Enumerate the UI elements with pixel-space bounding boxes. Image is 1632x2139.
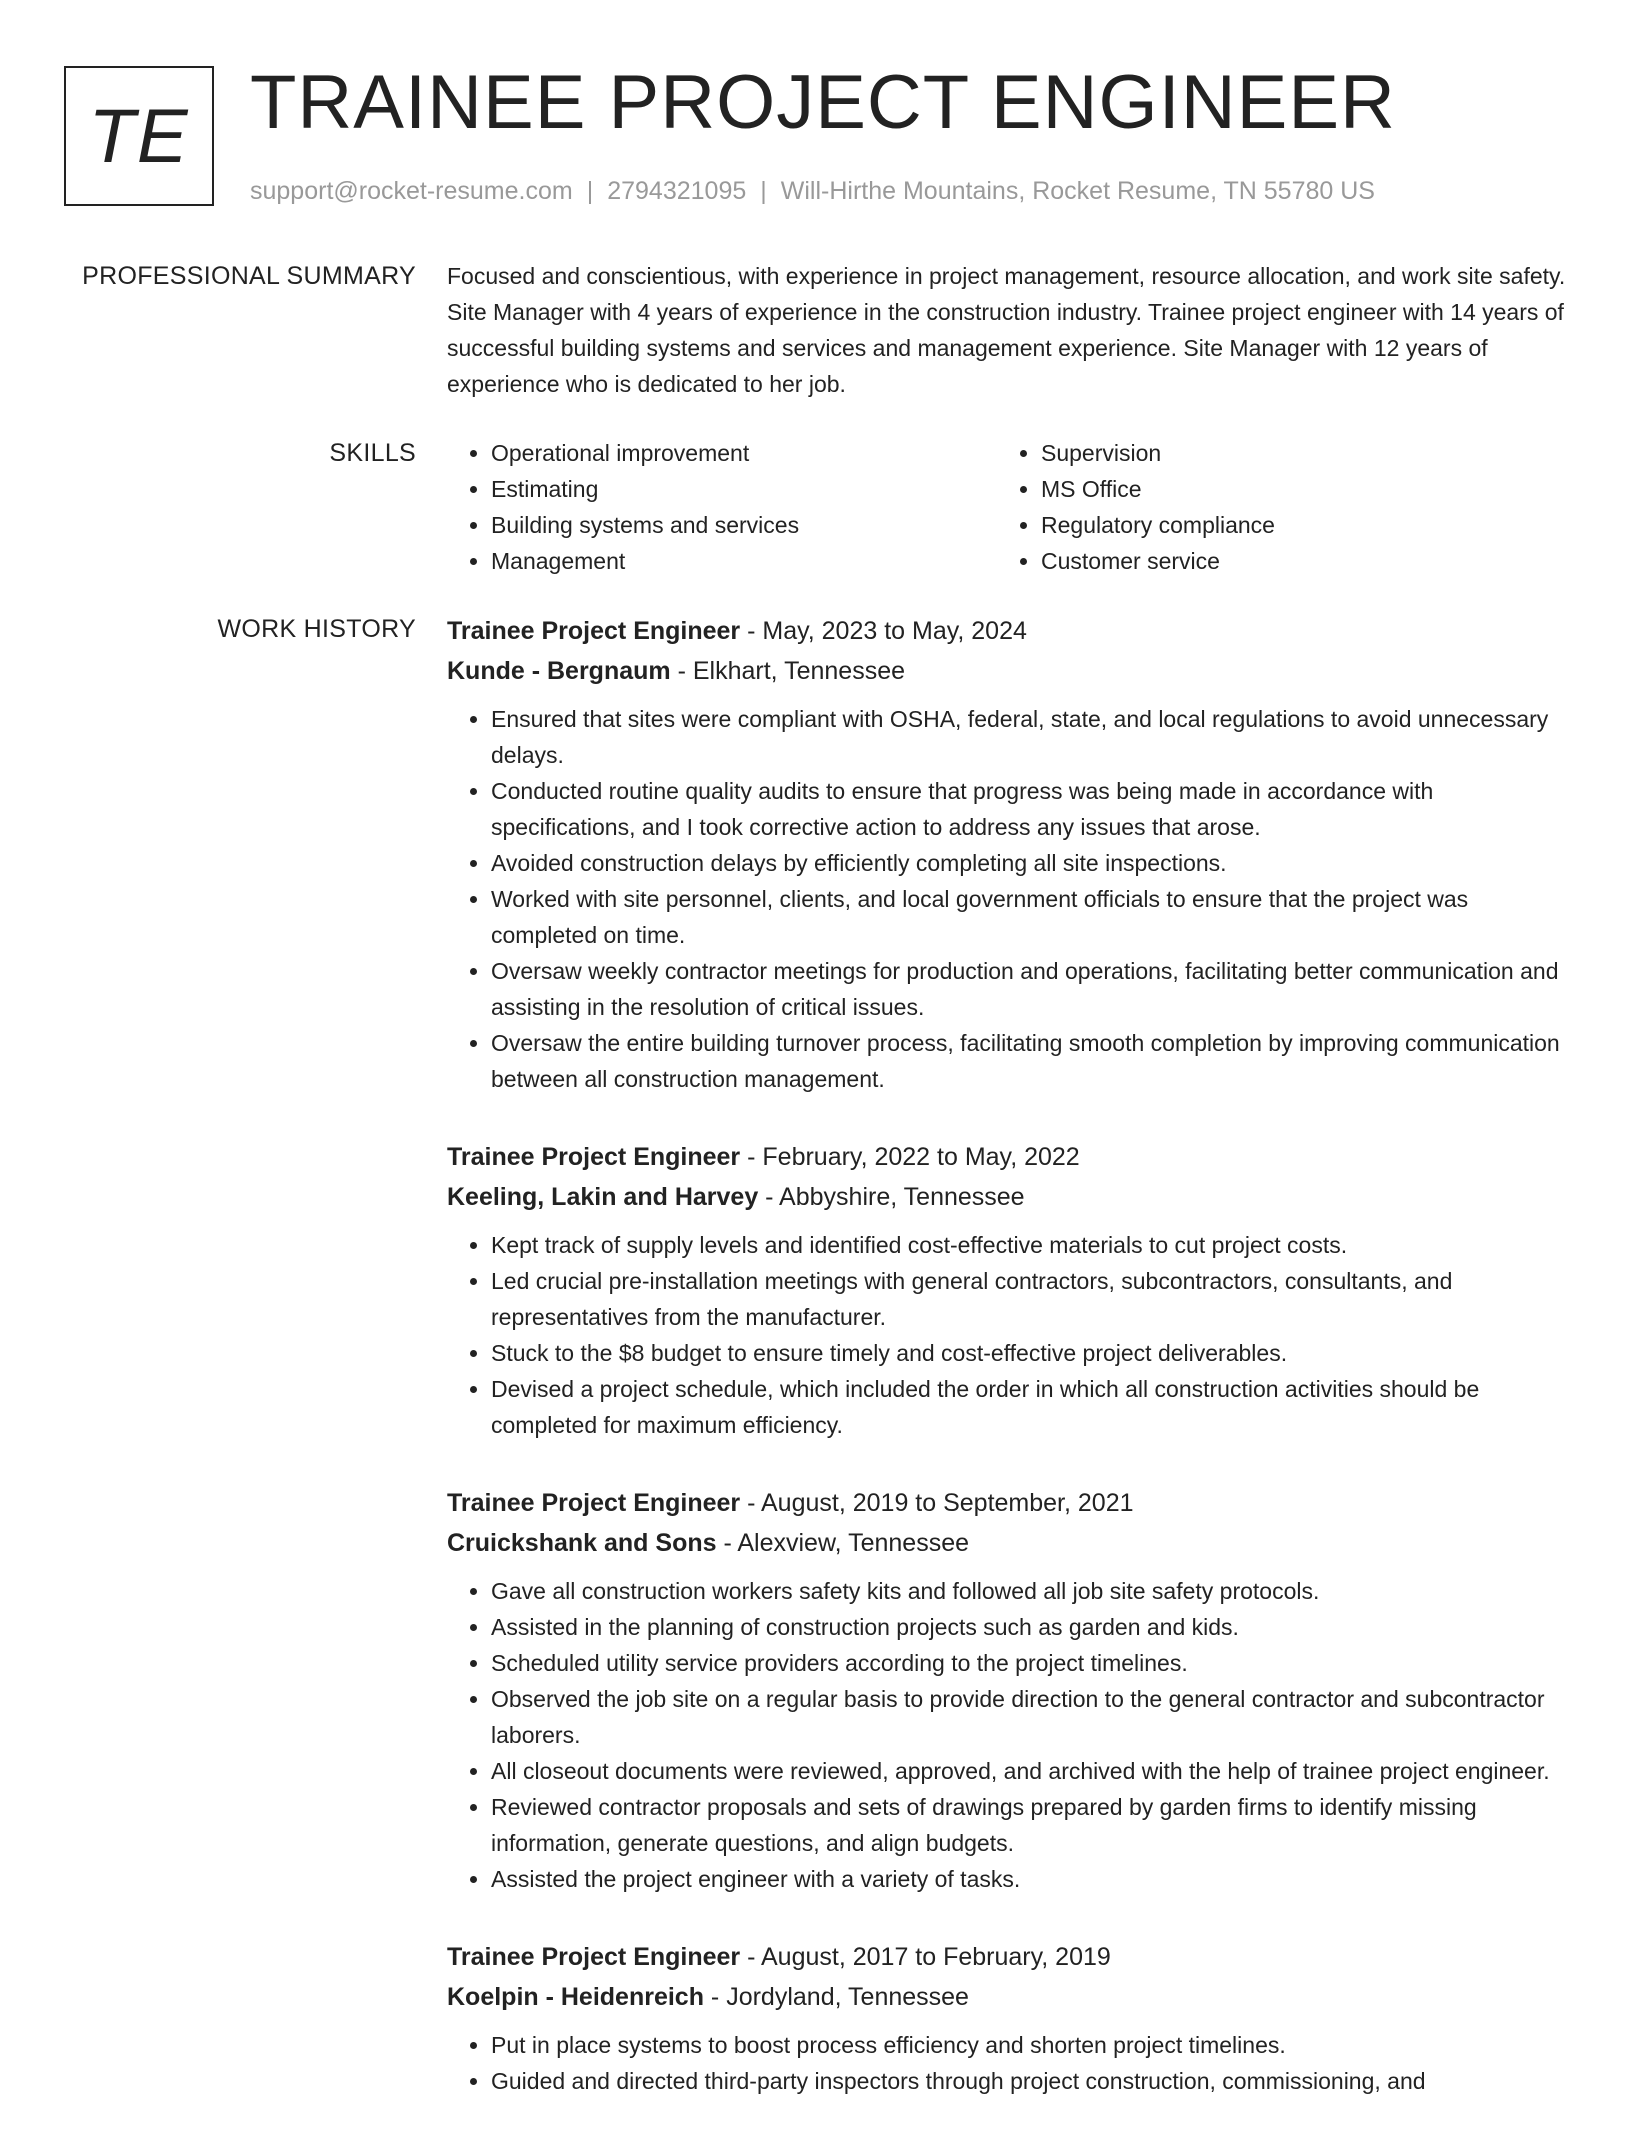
skill-item: • Management (491, 543, 997, 579)
job-entry (447, 1483, 1570, 1897)
job-bullet: • Stuck to the $8 budget to ensure timely and cost-effective project deliverables. (491, 1335, 1570, 1371)
job-bullet: • Assisted the project engineer with a variety of tasks. (491, 1861, 1570, 1897)
job-bullet: • Scheduled utility service providers according to the project timelines. (491, 1645, 1570, 1681)
job-bullet: • Oversaw the entire building turnover process, facilitating smooth completion by improving communication between all construction management. (491, 1025, 1570, 1097)
contact-line (250, 174, 1375, 208)
job-title: Trainee Project Engineer (447, 1943, 741, 1971)
job-bullets (447, 701, 1570, 1097)
job-bullet: • Observed the job site on a regular basis to provide direction to the general contractor and subcontractor laborers. (491, 1681, 1570, 1753)
skill-item: • MS Office (1041, 471, 1547, 507)
job-company-line (447, 1523, 1570, 1563)
skills-heading: SKILLS (329, 439, 416, 467)
skill-item: • Customer service (1041, 543, 1547, 579)
job-bullet: • Reviewed contractor proposals and sets of drawings prepared by garden firms to identify missing information, generate questions, and align budgets. (491, 1789, 1570, 1861)
skill-item: • Building systems and services (491, 507, 997, 543)
summary-heading: PROFESSIONAL SUMMARY (82, 262, 416, 290)
skill-item: • Regulatory compliance (1041, 507, 1547, 543)
job-bullet: • Oversaw weekly contractor meetings for production and operations, facilitating better communication and assisting in the resolution of critical issues. (491, 953, 1570, 1025)
job-location: - Elkhart, Tennessee (670, 657, 906, 685)
job-bullet: • Led crucial pre-installation meetings with general contractors, subcontractors, consultants, and representatives from the manufacturer. (491, 1263, 1570, 1335)
job-bullets (447, 2027, 1570, 2099)
work-history-list (447, 611, 1570, 2139)
job-company: Keeling, Lakin and Harvey (447, 1183, 759, 1211)
job-entry (447, 1137, 1570, 1443)
job-company: Koelpin - Heidenreich (447, 1983, 704, 2011)
job-company: Cruickshank and Sons (447, 1529, 717, 1557)
job-bullets (447, 1227, 1570, 1443)
job-dates: - February, 2022 to May, 2022 (740, 1143, 1080, 1171)
job-title: Trainee Project Engineer (447, 1143, 741, 1171)
job-dates: - August, 2017 to February, 2019 (740, 1943, 1111, 1971)
job-entry (447, 1937, 1570, 2099)
job-location: - Alexview, Tennessee (716, 1529, 969, 1557)
job-bullet: • Kept track of supply levels and identified cost-effective materials to cut project costs. (491, 1227, 1570, 1263)
job-bullet: • All closeout documents were reviewed, approved, and archived with the help of trainee project engineer. (491, 1753, 1570, 1789)
job-bullet: • Worked with site personnel, clients, and local government officials to ensure that the project was completed on time. (491, 881, 1570, 953)
job-title: Trainee Project Engineer (447, 1489, 741, 1517)
job-dates: - August, 2019 to September, 2021 (740, 1489, 1134, 1517)
job-bullet: • Conducted routine quality audits to ensure that progress was being made in accordance with specifications, and I took corrective action to address any issues that arose. (491, 773, 1570, 845)
job-location: - Abbyshire, Tennessee (758, 1183, 1025, 1211)
skills-right-list (997, 435, 1547, 579)
summary-text: Focused and conscientious, with experience in project management, resource allocation, and work site safety. Site Manager with 4 years of experience in the construction industry. Trainee project engineer with 14 years of successful building systems and services and management experience. Site Manager with 12 years of experience who is dedicated to her job. (447, 263, 1566, 397)
page-title: TRAINEE PROJECT ENGINEER (250, 60, 1396, 145)
job-bullet: • Assisted in the planning of construction projects such as garden and kids. (491, 1609, 1570, 1645)
contact-address: Will-Hirthe Mountains, Rocket Resume, TN 55780 US (780, 177, 1375, 205)
job-dates: - May, 2023 to May, 2024 (740, 617, 1027, 645)
job-title: Trainee Project Engineer (447, 617, 741, 645)
job-title-line (447, 1937, 1570, 1977)
monogram-logo: TE (64, 66, 214, 206)
contact-separator: | (586, 177, 594, 205)
job-location: - Jordyland, Tennessee (703, 1983, 969, 2011)
job-company-line (447, 1177, 1570, 1217)
job-bullet: • Gave all construction workers safety kits and followed all job site safety protocols. (491, 1573, 1570, 1609)
job-company-line (447, 1977, 1570, 2017)
job-title-line (447, 1137, 1570, 1177)
job-bullet: • Guided and directed third-party inspectors through project construction, commissioning, and (491, 2063, 1570, 2099)
job-company-line (447, 651, 1570, 691)
job-bullet: • Ensured that sites were compliant with OSHA, federal, state, and local regulations to avoid unnecessary delays. (491, 701, 1570, 773)
skills-left-list (447, 435, 997, 579)
job-title-line (447, 1483, 1570, 1523)
contact-separator: | (760, 177, 767, 205)
contact-phone: 2794321095 (607, 177, 747, 205)
job-company: Kunde - Bergnaum (447, 657, 671, 685)
contact-email[interactable]: support@rocket-resume.com (250, 177, 573, 205)
job-bullet: • Put in place systems to boost process efficiency and shorten project timelines. (491, 2027, 1570, 2063)
skill-item: • Estimating (491, 471, 997, 507)
job-bullet: • Devised a project schedule, which included the order in which all construction activities should be completed for maximum efficiency. (491, 1371, 1570, 1443)
job-bullets (447, 1573, 1570, 1897)
job-bullet: • Avoided construction delays by efficiently completing all site inspections. (491, 845, 1570, 881)
job-entry (447, 611, 1570, 1097)
skill-item: • Supervision (1041, 435, 1547, 471)
work-history-heading: WORK HISTORY (217, 615, 416, 643)
skill-item: • Operational improvement (491, 435, 997, 471)
job-title-line (447, 611, 1570, 651)
skills-grid (447, 435, 1570, 579)
